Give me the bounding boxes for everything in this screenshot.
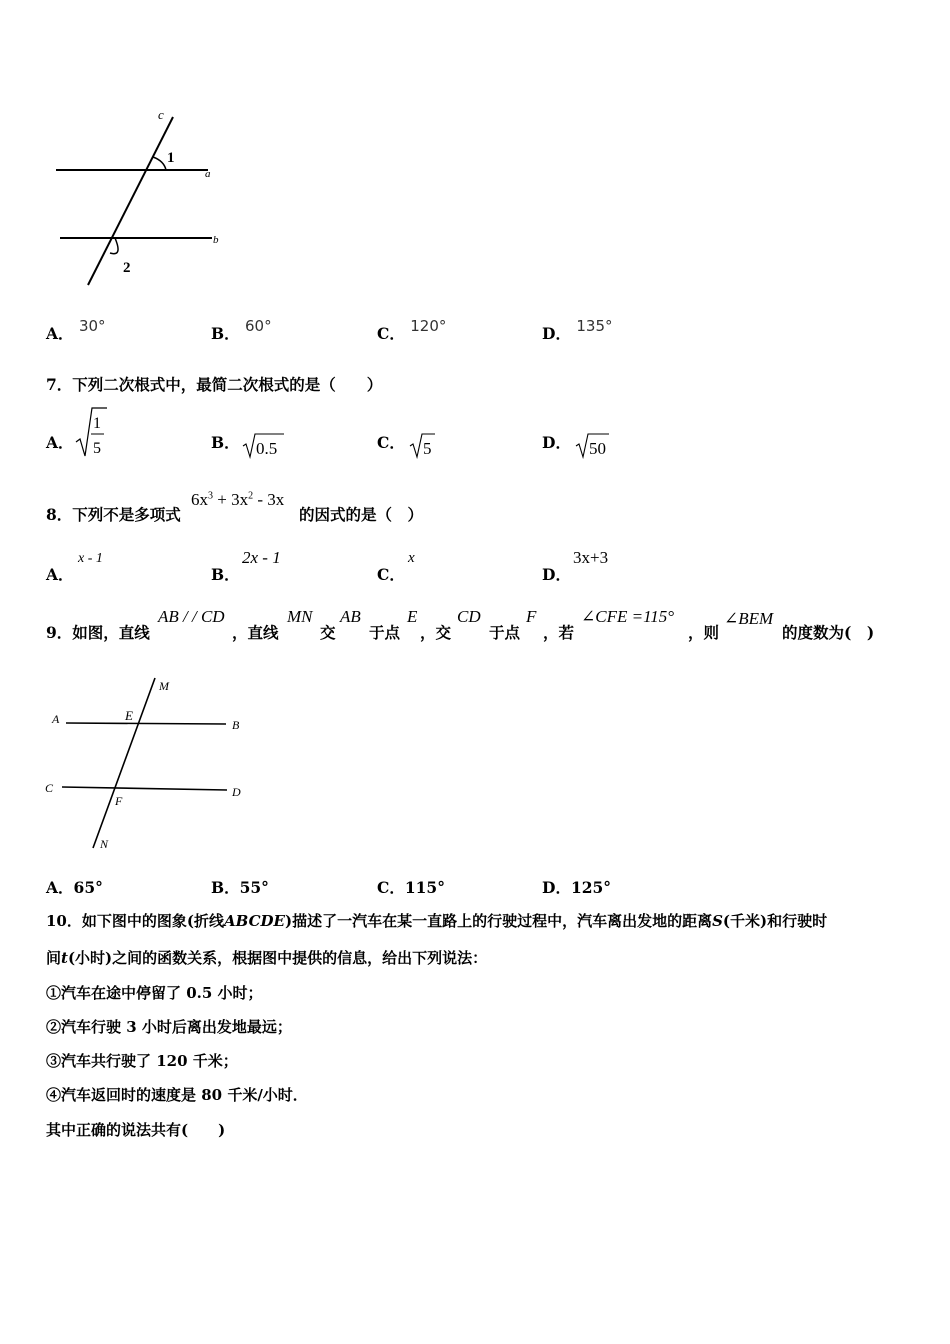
label-b: b bbox=[213, 234, 219, 246]
option-letter: A． bbox=[46, 878, 74, 897]
q9-math-e: E bbox=[407, 607, 418, 626]
line-mn bbox=[93, 678, 155, 848]
q8-option-c[interactable] bbox=[377, 563, 405, 585]
q8-stem-prefix: 8．下列不是多项式 bbox=[46, 505, 181, 524]
q9-math-ab-parallel-cd: AB / / CD bbox=[158, 607, 225, 626]
q7-stem: 7．下列二次根式中，最简二次根式的是（ ） bbox=[46, 375, 383, 394]
option-letter: C． bbox=[377, 565, 405, 584]
q6-option-d[interactable] bbox=[542, 317, 613, 344]
figure-parallel-lines-1 bbox=[40, 105, 230, 295]
q10-statement-3: ③汽车共行驶了 120 千米； bbox=[46, 1052, 238, 1070]
option-letter: D． bbox=[542, 324, 571, 343]
option-letter: C． bbox=[377, 324, 405, 343]
q9-stem-part8: ，则 bbox=[688, 623, 720, 642]
q9-math-angle-cfe: ∠CFE =115° bbox=[581, 607, 675, 626]
option-value: 135° bbox=[576, 317, 613, 335]
option-value: 120° bbox=[410, 317, 447, 335]
q9-stem-part5: ，交 bbox=[420, 623, 452, 642]
label-c: C bbox=[45, 781, 54, 795]
option-value: 60° bbox=[245, 317, 272, 335]
q9-stem-part3: 交 bbox=[320, 623, 336, 642]
option-letter: A． bbox=[46, 324, 74, 343]
label-f: F bbox=[115, 794, 123, 808]
q9-math-mn: MN bbox=[287, 607, 313, 626]
option-letter: B． bbox=[211, 324, 240, 343]
q9-option-a[interactable] bbox=[46, 876, 103, 898]
q9-option-c[interactable] bbox=[377, 876, 445, 898]
q10-statement-1: ①汽车在途中停留了 0.5 小时； bbox=[46, 984, 263, 1002]
q6-option-b[interactable] bbox=[211, 317, 272, 344]
q10-question: 其中正确的说法共有( ) bbox=[46, 1121, 226, 1139]
q9-math-ab: AB bbox=[340, 607, 361, 626]
angle-1-arc bbox=[153, 157, 166, 170]
q7-option-c-letter[interactable]: C． bbox=[377, 433, 405, 452]
option-letter: B． bbox=[211, 565, 240, 584]
q6-option-a[interactable] bbox=[46, 317, 106, 344]
option-value: 55° bbox=[239, 878, 269, 897]
label-n: N bbox=[100, 837, 109, 851]
q8-stem-suffix: 的因式的是（ ） bbox=[299, 505, 424, 524]
label-angle-2: 2 bbox=[123, 260, 131, 276]
q9-stem-part2: ，直线 bbox=[232, 623, 279, 642]
option-letter: A． bbox=[46, 565, 74, 584]
label-a: A bbox=[52, 712, 60, 726]
q7-option-a-letter[interactable]: A． bbox=[46, 433, 74, 452]
line-ab bbox=[66, 723, 226, 724]
q10-stem-line1: 10．如下图中的图象(折线ABCDE)描述了一汽车在某一直路上的行驶过程中，汽车离出发地的距离S(千米)和行驶时 bbox=[46, 912, 828, 930]
q9-math-angle-bem: ∠BEM bbox=[724, 609, 774, 628]
label-d: D bbox=[232, 785, 241, 799]
q9-option-b[interactable] bbox=[211, 876, 269, 898]
fraction-numerator: 1 bbox=[93, 415, 101, 432]
q8-option-b-value: 2x - 1 bbox=[242, 548, 281, 567]
transversal-c bbox=[88, 117, 173, 285]
q9-stem-part9: 的度数为( ) bbox=[782, 623, 875, 642]
option-letter: D． bbox=[542, 878, 571, 897]
line-cd bbox=[62, 787, 227, 790]
q9-stem-part7: ，若 bbox=[543, 623, 575, 642]
option-value: 125° bbox=[570, 878, 612, 897]
fraction-denominator: 5 bbox=[93, 440, 101, 457]
label-e: E bbox=[125, 708, 133, 723]
label-a: a bbox=[205, 168, 211, 180]
q8-option-a-value: x - 1 bbox=[78, 551, 103, 566]
q7-option-d-letter[interactable]: D． bbox=[542, 433, 571, 452]
q10-statement-4: ④汽车返回时的速度是 80 千米/小时． bbox=[46, 1086, 308, 1104]
option-value: 30° bbox=[78, 317, 106, 335]
option-letter: B． bbox=[211, 878, 240, 897]
q8-option-c-value: x bbox=[408, 550, 415, 566]
q9-math-cd: CD bbox=[457, 607, 481, 626]
q9-stem-part6: 于点 bbox=[489, 623, 521, 642]
q10-statement-2: ②汽车行驶 3 小时后离出发地最远； bbox=[46, 1018, 292, 1036]
radicand: 0.5 bbox=[256, 439, 278, 458]
q8-polynomial: $6x^3 + 3x^2 - 3x$ bbox=[191, 490, 285, 509]
option-letter: D． bbox=[542, 565, 571, 584]
q9-stem-part1: 9．如图，直线 bbox=[46, 623, 150, 642]
q8-option-b[interactable] bbox=[211, 563, 240, 585]
q8-option-d[interactable] bbox=[542, 563, 571, 585]
label-b: B bbox=[232, 718, 240, 732]
q7-option-b-letter[interactable]: B． bbox=[211, 433, 240, 452]
q10-stem-line2: 间t(小时)之间的函数关系，根据图中提供的信息，给出下列说法： bbox=[46, 949, 488, 967]
q6-option-c[interactable] bbox=[377, 317, 447, 344]
q8-option-d-value: 3x+3 bbox=[573, 548, 609, 567]
q7-option-b-math bbox=[241, 430, 285, 460]
figure-parallel-lines-2 bbox=[40, 670, 250, 860]
q9-stem-part4: 于点 bbox=[369, 623, 401, 642]
option-value: 65° bbox=[73, 878, 103, 897]
option-letter: C． bbox=[377, 878, 405, 897]
q8-option-a[interactable] bbox=[46, 563, 74, 585]
label-angle-1: 1 bbox=[167, 150, 175, 166]
q9-option-d[interactable] bbox=[542, 876, 611, 898]
q7-option-c-math bbox=[408, 430, 436, 460]
radicand: 5 bbox=[423, 439, 432, 458]
q9-math-f: F bbox=[526, 607, 537, 626]
label-m: M bbox=[159, 679, 169, 693]
radicand: 50 bbox=[589, 439, 606, 458]
option-value: 115° bbox=[404, 878, 445, 897]
q7-option-a-math bbox=[74, 404, 108, 460]
q7-option-d-math bbox=[574, 430, 610, 460]
label-c: c bbox=[158, 107, 164, 122]
